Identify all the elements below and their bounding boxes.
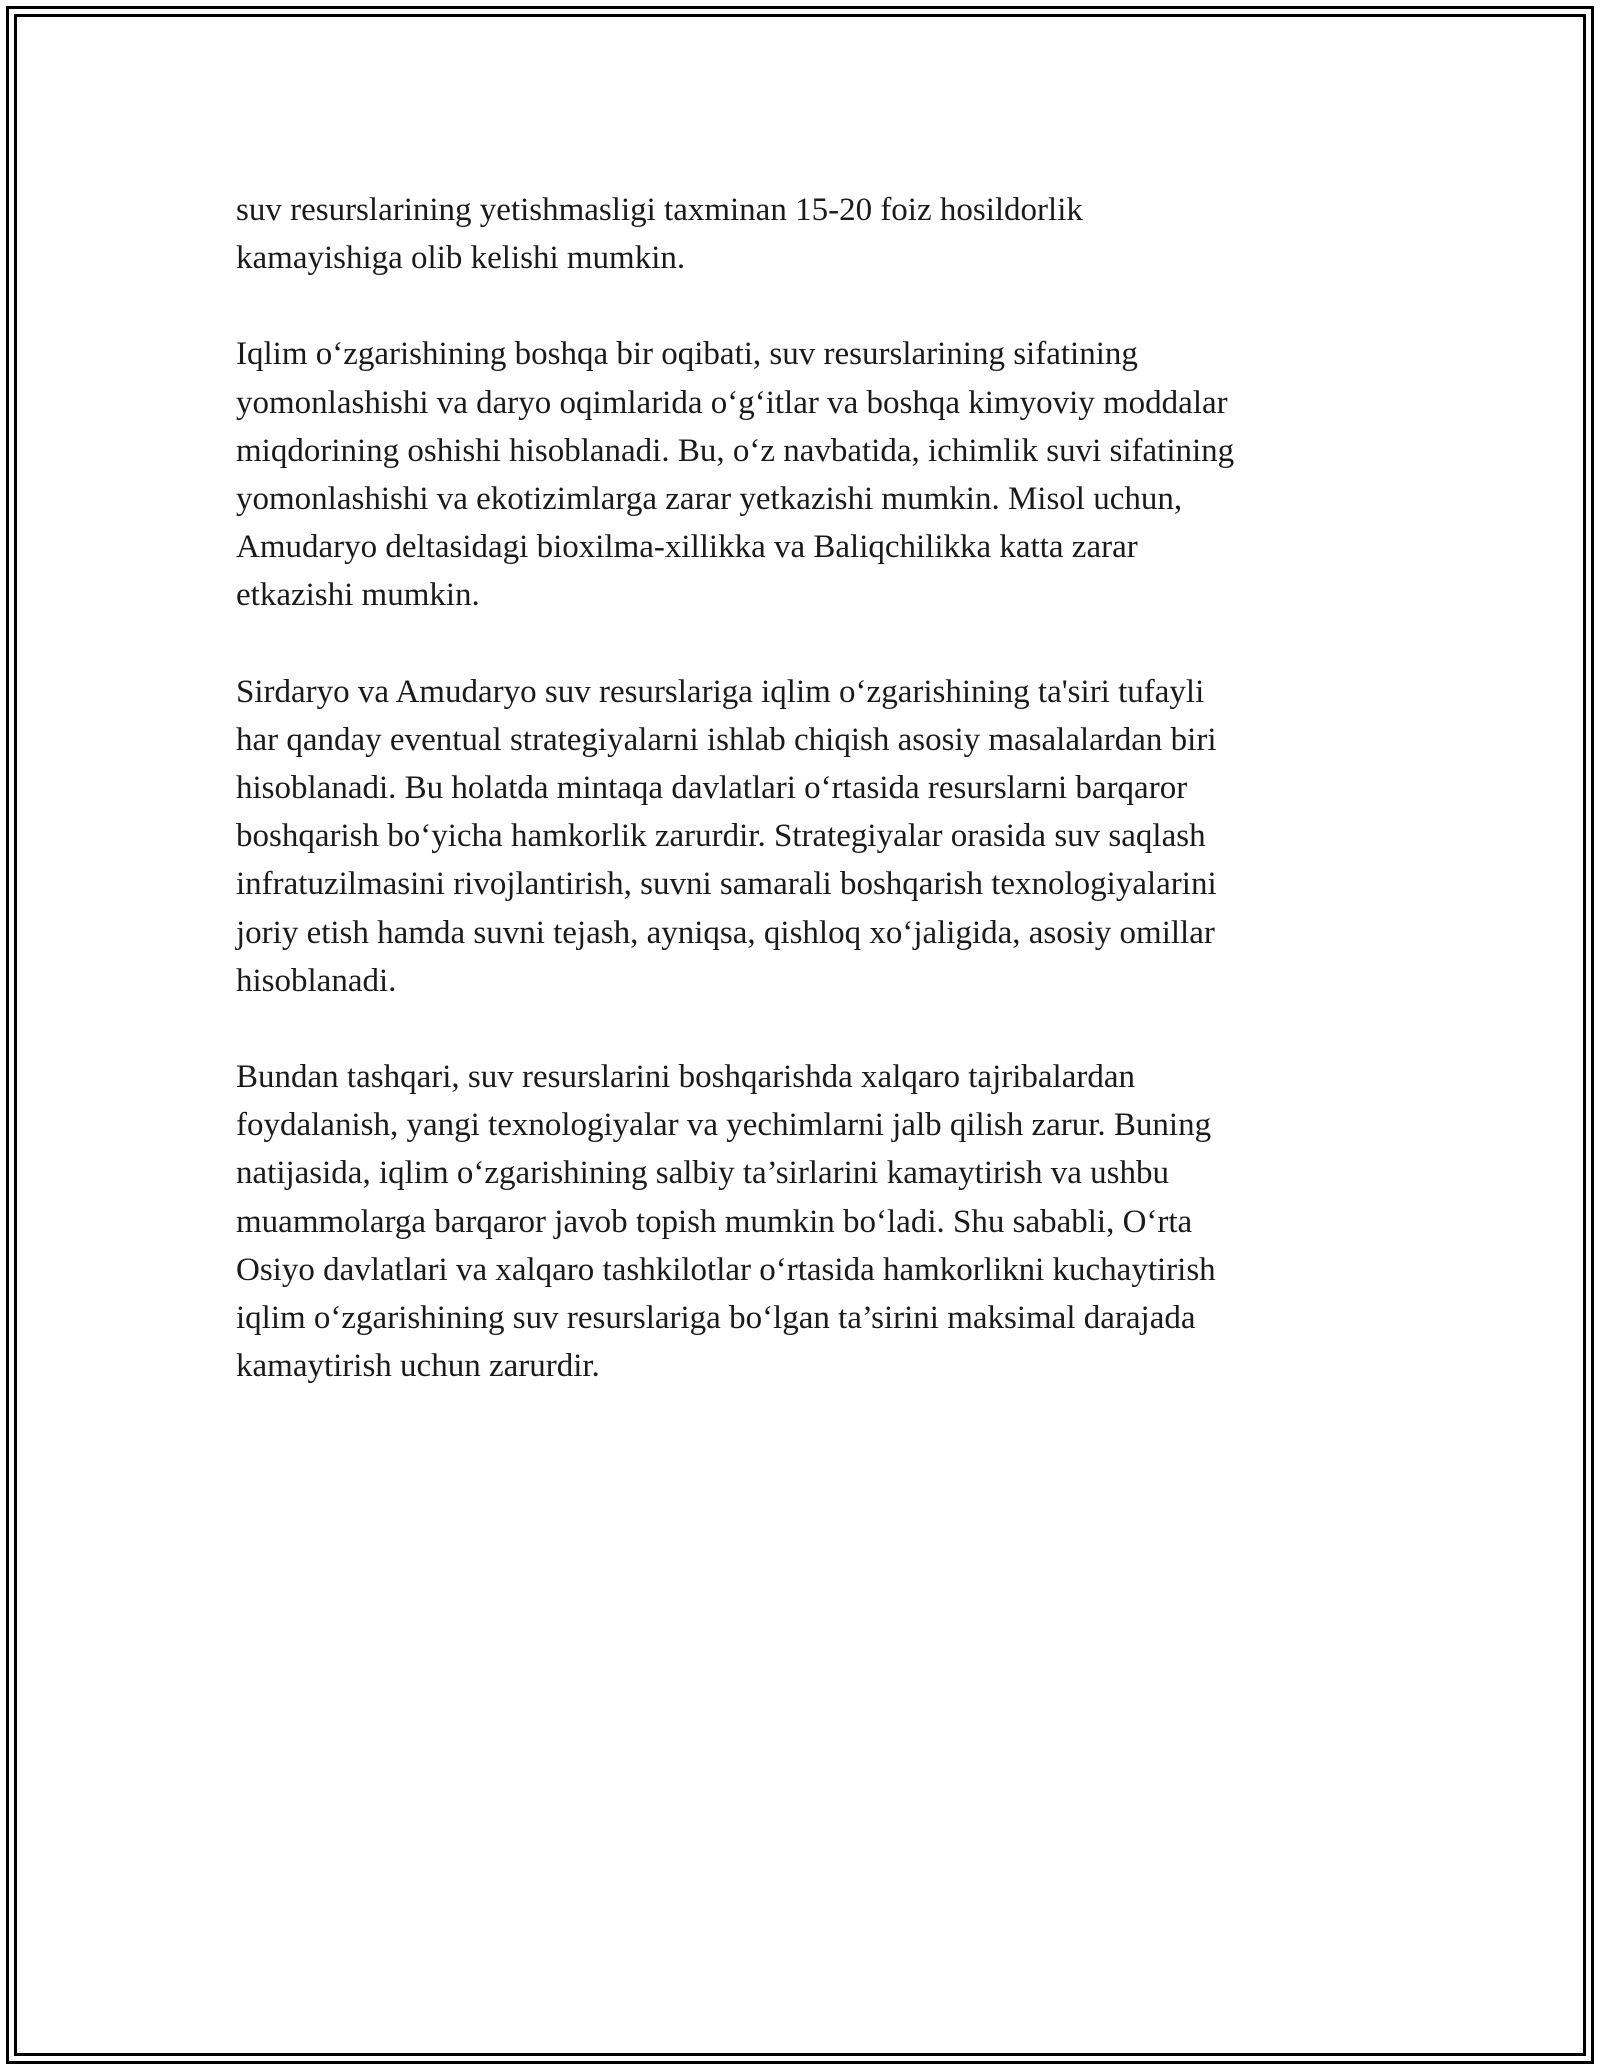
paragraph-1 <box>236 186 1366 282</box>
text-line: kamayishiga olib kelishi mumkin. <box>236 240 686 277</box>
text-line: Sirdaryo va Amudaryo suv resurslariga iqlim o‘zgarishining ta'siri tufayli <box>236 673 1205 710</box>
text-line: iqlim o‘zgarishining suv resurslariga bo‘lgan ta’sirini maksimal darajada <box>236 1300 1196 1337</box>
text-line: foydalanish, yangi texnologiyalar va yechimlarni jalb qilish zarur. Buning <box>236 1107 1212 1144</box>
text-line: boshqarish bo‘yicha hamkorlik zarurdir. Strategiyalar orasida suv saqlash <box>236 818 1206 855</box>
text-line: Iqlim o‘zgarishining boshqa bir oqibati, suv resurslarining sifatining <box>236 336 1138 373</box>
text-line: Bundan tashqari, suv resurslarini boshqarishda xalqaro tajribalardan <box>236 1059 1135 1096</box>
text-line: joriy etish hamda suvni tejash, ayniqsa, qishloq xo‘jaligida, asosiy omillar <box>236 914 1215 951</box>
paragraph-2 <box>236 330 1366 619</box>
text-line: infratuzilmasini rivojlantirish, suvni samarali boshqarish texnologiyalarini <box>236 866 1217 903</box>
text-line: muammolarga barqaror javob topish mumkin bo‘ladi. Shu sababli, O‘rta <box>236 1203 1193 1240</box>
text-line: suv resurslarining yetishmasligi taxminan 15-20 foiz hosildorlik <box>236 192 1083 228</box>
text-line: har qanday eventual strategiyalarni ishlab chiqish asosiy masalalardan biri <box>236 721 1217 758</box>
text-line: etkazishi mumkin. <box>236 577 480 614</box>
paragraph-3 <box>236 668 1366 1005</box>
text-line: Amudaryo deltasidagi bioxilma-xillikka va Baliqchilikka katta zarar <box>236 529 1138 566</box>
text-line: kamaytirish uchun zarurdir. <box>236 1348 600 1385</box>
text-line: natijasida, iqlim o‘zgarishining salbiy ta’sirlarini kamaytirish va ushbu <box>236 1155 1169 1192</box>
paragraph-4 <box>236 1053 1366 1390</box>
text-line: yomonlashishi va daryo oqimlarida o‘g‘itlar va boshqa kimyoviy moddalar <box>236 384 1228 421</box>
text-line: hisoblanadi. Bu holatda mintaqa davlatlari o‘rtasida resurslarni barqaror <box>236 770 1188 807</box>
document-body <box>236 186 1366 1438</box>
text-line: Osiyo davlatlari va xalqaro tashkilotlar o‘rtasida hamkorlikni kuchaytirish <box>236 1251 1216 1288</box>
text-line: yomonlashishi va ekotizimlarga zarar yetkazishi mumkin. Misol uchun, <box>236 481 1183 518</box>
text-line: hisoblanadi. <box>236 962 397 999</box>
text-line: miqdorining oshishi hisoblanadi. Bu, o‘z navbatida, ichimlik suvi sifatining <box>236 432 1235 469</box>
